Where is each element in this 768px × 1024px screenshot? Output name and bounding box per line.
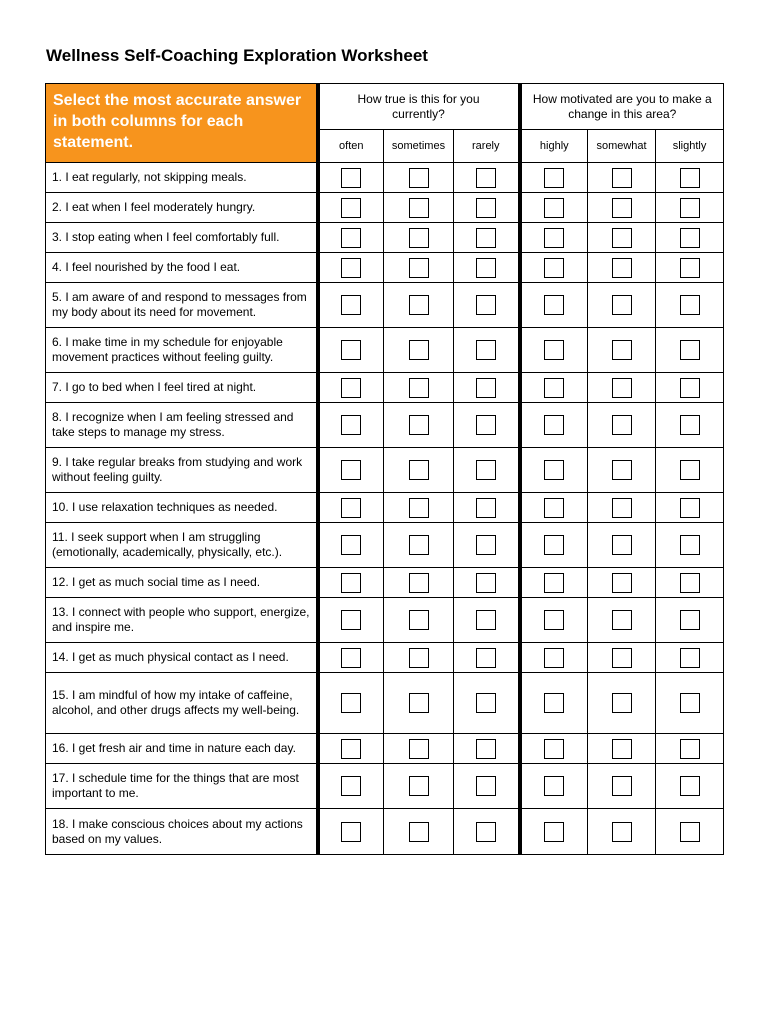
checkbox-sometimes[interactable]: [409, 340, 429, 360]
checkbox-somewhat[interactable]: [612, 295, 632, 315]
checkbox-cell-slightly: [656, 448, 724, 493]
checkbox-rarely[interactable]: [476, 535, 496, 555]
checkbox-slightly[interactable]: [680, 739, 700, 759]
statement-row: [46, 373, 724, 403]
checkbox-highly[interactable]: [544, 693, 564, 713]
checkbox-cell-sometimes: [384, 283, 454, 328]
checkbox-cell-somewhat: [588, 448, 656, 493]
checkbox-often[interactable]: [341, 610, 361, 630]
checkbox-highly[interactable]: [544, 415, 564, 435]
checkbox-often[interactable]: [341, 198, 361, 218]
checkbox-cell-often: [318, 809, 384, 855]
checkbox-cell-highly: [520, 328, 588, 373]
checkbox-somewhat[interactable]: [612, 198, 632, 218]
checkbox-cell-highly: [520, 493, 588, 523]
checkbox-cell-highly: [520, 643, 588, 673]
checkbox-somewhat[interactable]: [612, 258, 632, 278]
statement-text: 7. I go to bed when I feel tired at night.: [46, 373, 318, 403]
checkbox-sometimes[interactable]: [409, 378, 429, 398]
statement-text: 6. I make time in my schedule for enjoyable movement practices without feeling guilty.: [46, 328, 318, 373]
checkbox-highly[interactable]: [544, 460, 564, 480]
checkbox-cell-highly: [520, 448, 588, 493]
checkbox-slightly[interactable]: [680, 693, 700, 713]
checkbox-cell-sometimes: [384, 643, 454, 673]
checkbox-somewhat[interactable]: [612, 498, 632, 518]
checkbox-cell-highly: [520, 568, 588, 598]
statement-text: 13. I connect with people who support, energize, and inspire me.: [46, 598, 318, 643]
checkbox-cell-rarely: [454, 643, 520, 673]
checkbox-cell-highly: [520, 283, 588, 328]
checkbox-cell-sometimes: [384, 568, 454, 598]
statement-row: [46, 223, 724, 253]
checkbox-cell-highly: [520, 163, 588, 193]
statement-text: 4. I feel nourished by the food I eat.: [46, 253, 318, 283]
checkbox-sometimes[interactable]: [409, 498, 429, 518]
checkbox-slightly[interactable]: [680, 648, 700, 668]
checkbox-cell-somewhat: [588, 493, 656, 523]
checkbox-cell-slightly: [656, 328, 724, 373]
statement-text: 17. I schedule time for the things that are most important to me.: [46, 764, 318, 809]
checkbox-cell-highly: [520, 598, 588, 643]
motivation-group-header: [520, 84, 724, 130]
checkbox-cell-sometimes: [384, 223, 454, 253]
checkbox-cell-somewhat: [588, 523, 656, 568]
statement-row: [46, 328, 724, 373]
checkbox-rarely[interactable]: [476, 295, 496, 315]
checkbox-cell-rarely: [454, 598, 520, 643]
checkbox-highly[interactable]: [544, 535, 564, 555]
checkbox-cell-sometimes: [384, 193, 454, 223]
checkbox-cell-rarely: [454, 673, 520, 734]
checkbox-cell-slightly: [656, 764, 724, 809]
checkbox-cell-slightly: [656, 643, 724, 673]
checkbox-somewhat[interactable]: [612, 228, 632, 248]
col-header-rarely: rarely: [454, 130, 520, 163]
statement-row: [46, 568, 724, 598]
statement-text: 1. I eat regularly, not skipping meals.: [46, 163, 318, 193]
checkbox-often[interactable]: [341, 822, 361, 842]
checkbox-cell-highly: [520, 373, 588, 403]
checkbox-cell-slightly: [656, 734, 724, 764]
checkbox-cell-often: [318, 328, 384, 373]
checkbox-cell-rarely: [454, 403, 520, 448]
checkbox-cell-slightly: [656, 223, 724, 253]
checkbox-cell-highly: [520, 193, 588, 223]
checkbox-cell-often: [318, 448, 384, 493]
checkbox-cell-slightly: [656, 193, 724, 223]
col-header-slightly: slightly: [656, 130, 724, 163]
col-header-highly: highly: [520, 130, 588, 163]
checkbox-somewhat[interactable]: [612, 415, 632, 435]
current-group-header: [318, 84, 520, 130]
checkbox-cell-often: [318, 493, 384, 523]
checkbox-often[interactable]: [341, 693, 361, 713]
checkbox-slightly[interactable]: [680, 573, 700, 593]
checkbox-sometimes[interactable]: [409, 460, 429, 480]
checkbox-rarely[interactable]: [476, 340, 496, 360]
checkbox-rarely[interactable]: [476, 228, 496, 248]
checkbox-cell-rarely: [454, 163, 520, 193]
checkbox-cell-rarely: [454, 283, 520, 328]
checkbox-cell-slightly: [656, 598, 724, 643]
checkbox-cell-somewhat: [588, 163, 656, 193]
statement-row: [46, 253, 724, 283]
checkbox-cell-somewhat: [588, 643, 656, 673]
checkbox-rarely[interactable]: [476, 415, 496, 435]
checkbox-cell-sometimes: [384, 328, 454, 373]
checkbox-cell-slightly: [656, 493, 724, 523]
checkbox-cell-slightly: [656, 809, 724, 855]
checkbox-somewhat[interactable]: [612, 378, 632, 398]
checkbox-highly[interactable]: [544, 228, 564, 248]
checkbox-cell-sometimes: [384, 523, 454, 568]
checkbox-often[interactable]: [341, 378, 361, 398]
checkbox-somewhat[interactable]: [612, 573, 632, 593]
checkbox-highly[interactable]: [544, 739, 564, 759]
checkbox-cell-sometimes: [384, 163, 454, 193]
checkbox-slightly[interactable]: [680, 415, 700, 435]
checkbox-cell-sometimes: [384, 373, 454, 403]
checkbox-highly[interactable]: [544, 776, 564, 796]
statement-text: 18. I make conscious choices about my actions based on my values.: [46, 809, 318, 855]
checkbox-slightly[interactable]: [680, 460, 700, 480]
statement-row: [46, 193, 724, 223]
statement-text: 16. I get fresh air and time in nature each day.: [46, 734, 318, 764]
checkbox-sometimes[interactable]: [409, 610, 429, 630]
statement-text: 2. I eat when I feel moderately hungry.: [46, 193, 318, 223]
checkbox-cell-somewhat: [588, 764, 656, 809]
checkbox-highly[interactable]: [544, 258, 564, 278]
statement-row: [46, 598, 724, 643]
checkbox-sometimes[interactable]: [409, 295, 429, 315]
statement-row: [46, 764, 724, 809]
checkbox-cell-highly: [520, 253, 588, 283]
checkbox-often[interactable]: [341, 648, 361, 668]
checkbox-highly[interactable]: [544, 198, 564, 218]
checkbox-cell-slightly: [656, 568, 724, 598]
checkbox-cell-slightly: [656, 523, 724, 568]
checkbox-often[interactable]: [341, 258, 361, 278]
checkbox-cell-highly: [520, 223, 588, 253]
checkbox-cell-often: [318, 568, 384, 598]
checkbox-rarely[interactable]: [476, 610, 496, 630]
checkbox-cell-often: [318, 253, 384, 283]
checkbox-cell-often: [318, 598, 384, 643]
checkbox-often[interactable]: [341, 573, 361, 593]
checkbox-cell-highly: [520, 734, 588, 764]
checkbox-cell-sometimes: [384, 598, 454, 643]
statement-row: [46, 734, 724, 764]
statement-row: [46, 523, 724, 568]
checkbox-rarely[interactable]: [476, 739, 496, 759]
checkbox-cell-often: [318, 643, 384, 673]
checkbox-rarely[interactable]: [476, 648, 496, 668]
checkbox-somewhat[interactable]: [612, 460, 632, 480]
checkbox-cell-somewhat: [588, 253, 656, 283]
checkbox-sometimes[interactable]: [409, 693, 429, 713]
checkbox-often[interactable]: [341, 535, 361, 555]
checkbox-cell-often: [318, 764, 384, 809]
checkbox-highly[interactable]: [544, 648, 564, 668]
checkbox-cell-somewhat: [588, 223, 656, 253]
checkbox-cell-somewhat: [588, 734, 656, 764]
checkbox-rarely[interactable]: [476, 822, 496, 842]
statement-row: [46, 403, 724, 448]
checkbox-cell-rarely: [454, 523, 520, 568]
checkbox-cell-often: [318, 373, 384, 403]
statement-text: 10. I use relaxation techniques as needed.: [46, 493, 318, 523]
checkbox-cell-rarely: [454, 223, 520, 253]
checkbox-often[interactable]: [341, 460, 361, 480]
statement-text: 12. I get as much social time as I need.: [46, 568, 318, 598]
checkbox-cell-rarely: [454, 448, 520, 493]
checkbox-cell-often: [318, 403, 384, 448]
statement-row: [46, 643, 724, 673]
checkbox-slightly[interactable]: [680, 498, 700, 518]
statement-text: 11. I seek support when I am struggling (emotionally, academically, physically, etc.).: [46, 523, 318, 568]
checkbox-highly[interactable]: [544, 340, 564, 360]
checkbox-slightly[interactable]: [680, 610, 700, 630]
statement-text: 3. I stop eating when I feel comfortably full.: [46, 223, 318, 253]
checkbox-highly[interactable]: [544, 610, 564, 630]
checkbox-rarely[interactable]: [476, 776, 496, 796]
checkbox-often[interactable]: [341, 739, 361, 759]
checkbox-highly[interactable]: [544, 378, 564, 398]
checkbox-highly[interactable]: [544, 573, 564, 593]
checkbox-somewhat[interactable]: [612, 739, 632, 759]
checkbox-sometimes[interactable]: [409, 573, 429, 593]
checkbox-rarely[interactable]: [476, 573, 496, 593]
checkbox-cell-rarely: [454, 493, 520, 523]
checkbox-cell-somewhat: [588, 809, 656, 855]
checkbox-cell-highly: [520, 673, 588, 734]
statement-row: [46, 283, 724, 328]
checkbox-slightly[interactable]: [680, 228, 700, 248]
checkbox-often[interactable]: [341, 295, 361, 315]
checkbox-rarely[interactable]: [476, 378, 496, 398]
checkbox-cell-sometimes: [384, 734, 454, 764]
checkbox-rarely[interactable]: [476, 168, 496, 188]
checkbox-cell-highly: [520, 809, 588, 855]
checkbox-cell-highly: [520, 403, 588, 448]
checkbox-slightly[interactable]: [680, 822, 700, 842]
statement-text: 15. I am mindful of how my intake of caffeine, alcohol, and other drugs affects my well-being.: [46, 673, 318, 734]
checkbox-rarely[interactable]: [476, 198, 496, 218]
statement-text: 5. I am aware of and respond to messages from my body about its need for movement.: [46, 283, 318, 328]
checkbox-sometimes[interactable]: [409, 258, 429, 278]
checkbox-cell-rarely: [454, 734, 520, 764]
checkbox-sometimes[interactable]: [409, 228, 429, 248]
checkbox-somewhat[interactable]: [612, 610, 632, 630]
checkbox-often[interactable]: [341, 228, 361, 248]
checkbox-somewhat[interactable]: [612, 776, 632, 796]
checkbox-cell-somewhat: [588, 283, 656, 328]
checkbox-slightly[interactable]: [680, 776, 700, 796]
page-title: Wellness Self-Coaching Exploration Worksheet: [46, 46, 428, 65]
col-header-sometimes: sometimes: [384, 130, 454, 163]
checkbox-sometimes[interactable]: [409, 739, 429, 759]
checkbox-highly[interactable]: [544, 168, 564, 188]
checkbox-cell-slightly: [656, 283, 724, 328]
instruction-text: Select the most accurate answer in both columns for each statement.: [53, 92, 302, 151]
statement-row: [46, 493, 724, 523]
checkbox-somewhat[interactable]: [612, 168, 632, 188]
motivation-group-label: How motivated are you to make a change in this area?: [532, 91, 712, 121]
checkbox-highly[interactable]: [544, 498, 564, 518]
checkbox-sometimes[interactable]: [409, 648, 429, 668]
checkbox-slightly[interactable]: [680, 168, 700, 188]
checkbox-rarely[interactable]: [476, 693, 496, 713]
checkbox-rarely[interactable]: [476, 498, 496, 518]
checkbox-cell-somewhat: [588, 403, 656, 448]
checkbox-sometimes[interactable]: [409, 198, 429, 218]
checkbox-cell-somewhat: [588, 568, 656, 598]
checkbox-somewhat[interactable]: [612, 535, 632, 555]
checkbox-somewhat[interactable]: [612, 648, 632, 668]
checkbox-sometimes[interactable]: [409, 168, 429, 188]
checkbox-often[interactable]: [341, 776, 361, 796]
checkbox-cell-sometimes: [384, 809, 454, 855]
checkbox-sometimes[interactable]: [409, 776, 429, 796]
statement-row: [46, 809, 724, 855]
checkbox-cell-sometimes: [384, 764, 454, 809]
checkbox-cell-rarely: [454, 193, 520, 223]
checkbox-slightly[interactable]: [680, 258, 700, 278]
checkbox-cell-often: [318, 223, 384, 253]
checkbox-cell-somewhat: [588, 673, 656, 734]
checkbox-cell-slightly: [656, 673, 724, 734]
statement-row: [46, 673, 724, 734]
checkbox-cell-somewhat: [588, 598, 656, 643]
checkbox-slightly[interactable]: [680, 378, 700, 398]
checkbox-cell-highly: [520, 764, 588, 809]
statement-text: 9. I take regular breaks from studying and work without feeling guilty.: [46, 448, 318, 493]
instruction-cell: [46, 84, 318, 163]
checkbox-cell-slightly: [656, 253, 724, 283]
checkbox-often[interactable]: [341, 168, 361, 188]
checkbox-cell-sometimes: [384, 403, 454, 448]
checkbox-cell-often: [318, 283, 384, 328]
checkbox-cell-rarely: [454, 568, 520, 598]
checkbox-sometimes[interactable]: [409, 535, 429, 555]
statement-text: 8. I recognize when I am feeling stressed and take steps to manage my stress.: [46, 403, 318, 448]
checkbox-highly[interactable]: [544, 822, 564, 842]
col-header-often: often: [318, 130, 384, 163]
checkbox-rarely[interactable]: [476, 258, 496, 278]
statement-row: [46, 448, 724, 493]
checkbox-highly[interactable]: [544, 295, 564, 315]
statement-text: 14. I get as much physical contact as I need.: [46, 643, 318, 673]
checkbox-slightly[interactable]: [680, 535, 700, 555]
col-header-somewhat: somewhat: [588, 130, 656, 163]
checkbox-cell-often: [318, 673, 384, 734]
checkbox-cell-rarely: [454, 328, 520, 373]
checkbox-cell-sometimes: [384, 673, 454, 734]
checkbox-cell-often: [318, 523, 384, 568]
checkbox-often[interactable]: [341, 498, 361, 518]
checkbox-somewhat[interactable]: [612, 340, 632, 360]
statement-row: [46, 163, 724, 193]
checkbox-cell-slightly: [656, 403, 724, 448]
checkbox-cell-sometimes: [384, 493, 454, 523]
checkbox-cell-often: [318, 734, 384, 764]
checkbox-somewhat[interactable]: [612, 822, 632, 842]
checkbox-cell-rarely: [454, 253, 520, 283]
checkbox-cell-sometimes: [384, 448, 454, 493]
checkbox-cell-slightly: [656, 373, 724, 403]
checkbox-cell-somewhat: [588, 373, 656, 403]
checkbox-cell-rarely: [454, 373, 520, 403]
checkbox-often[interactable]: [341, 340, 361, 360]
checkbox-slightly[interactable]: [680, 295, 700, 315]
checkbox-sometimes[interactable]: [409, 415, 429, 435]
checkbox-slightly[interactable]: [680, 340, 700, 360]
worksheet-table: [45, 83, 724, 855]
current-group-label: How true is this for you currently?: [357, 91, 480, 121]
checkbox-cell-somewhat: [588, 193, 656, 223]
checkbox-somewhat[interactable]: [612, 693, 632, 713]
checkbox-sometimes[interactable]: [409, 822, 429, 842]
checkbox-cell-somewhat: [588, 328, 656, 373]
checkbox-rarely[interactable]: [476, 460, 496, 480]
checkbox-cell-rarely: [454, 764, 520, 809]
checkbox-cell-often: [318, 163, 384, 193]
checkbox-often[interactable]: [341, 415, 361, 435]
checkbox-slightly[interactable]: [680, 198, 700, 218]
checkbox-cell-often: [318, 193, 384, 223]
checkbox-cell-rarely: [454, 809, 520, 855]
checkbox-cell-slightly: [656, 163, 724, 193]
checkbox-cell-highly: [520, 523, 588, 568]
checkbox-cell-sometimes: [384, 253, 454, 283]
